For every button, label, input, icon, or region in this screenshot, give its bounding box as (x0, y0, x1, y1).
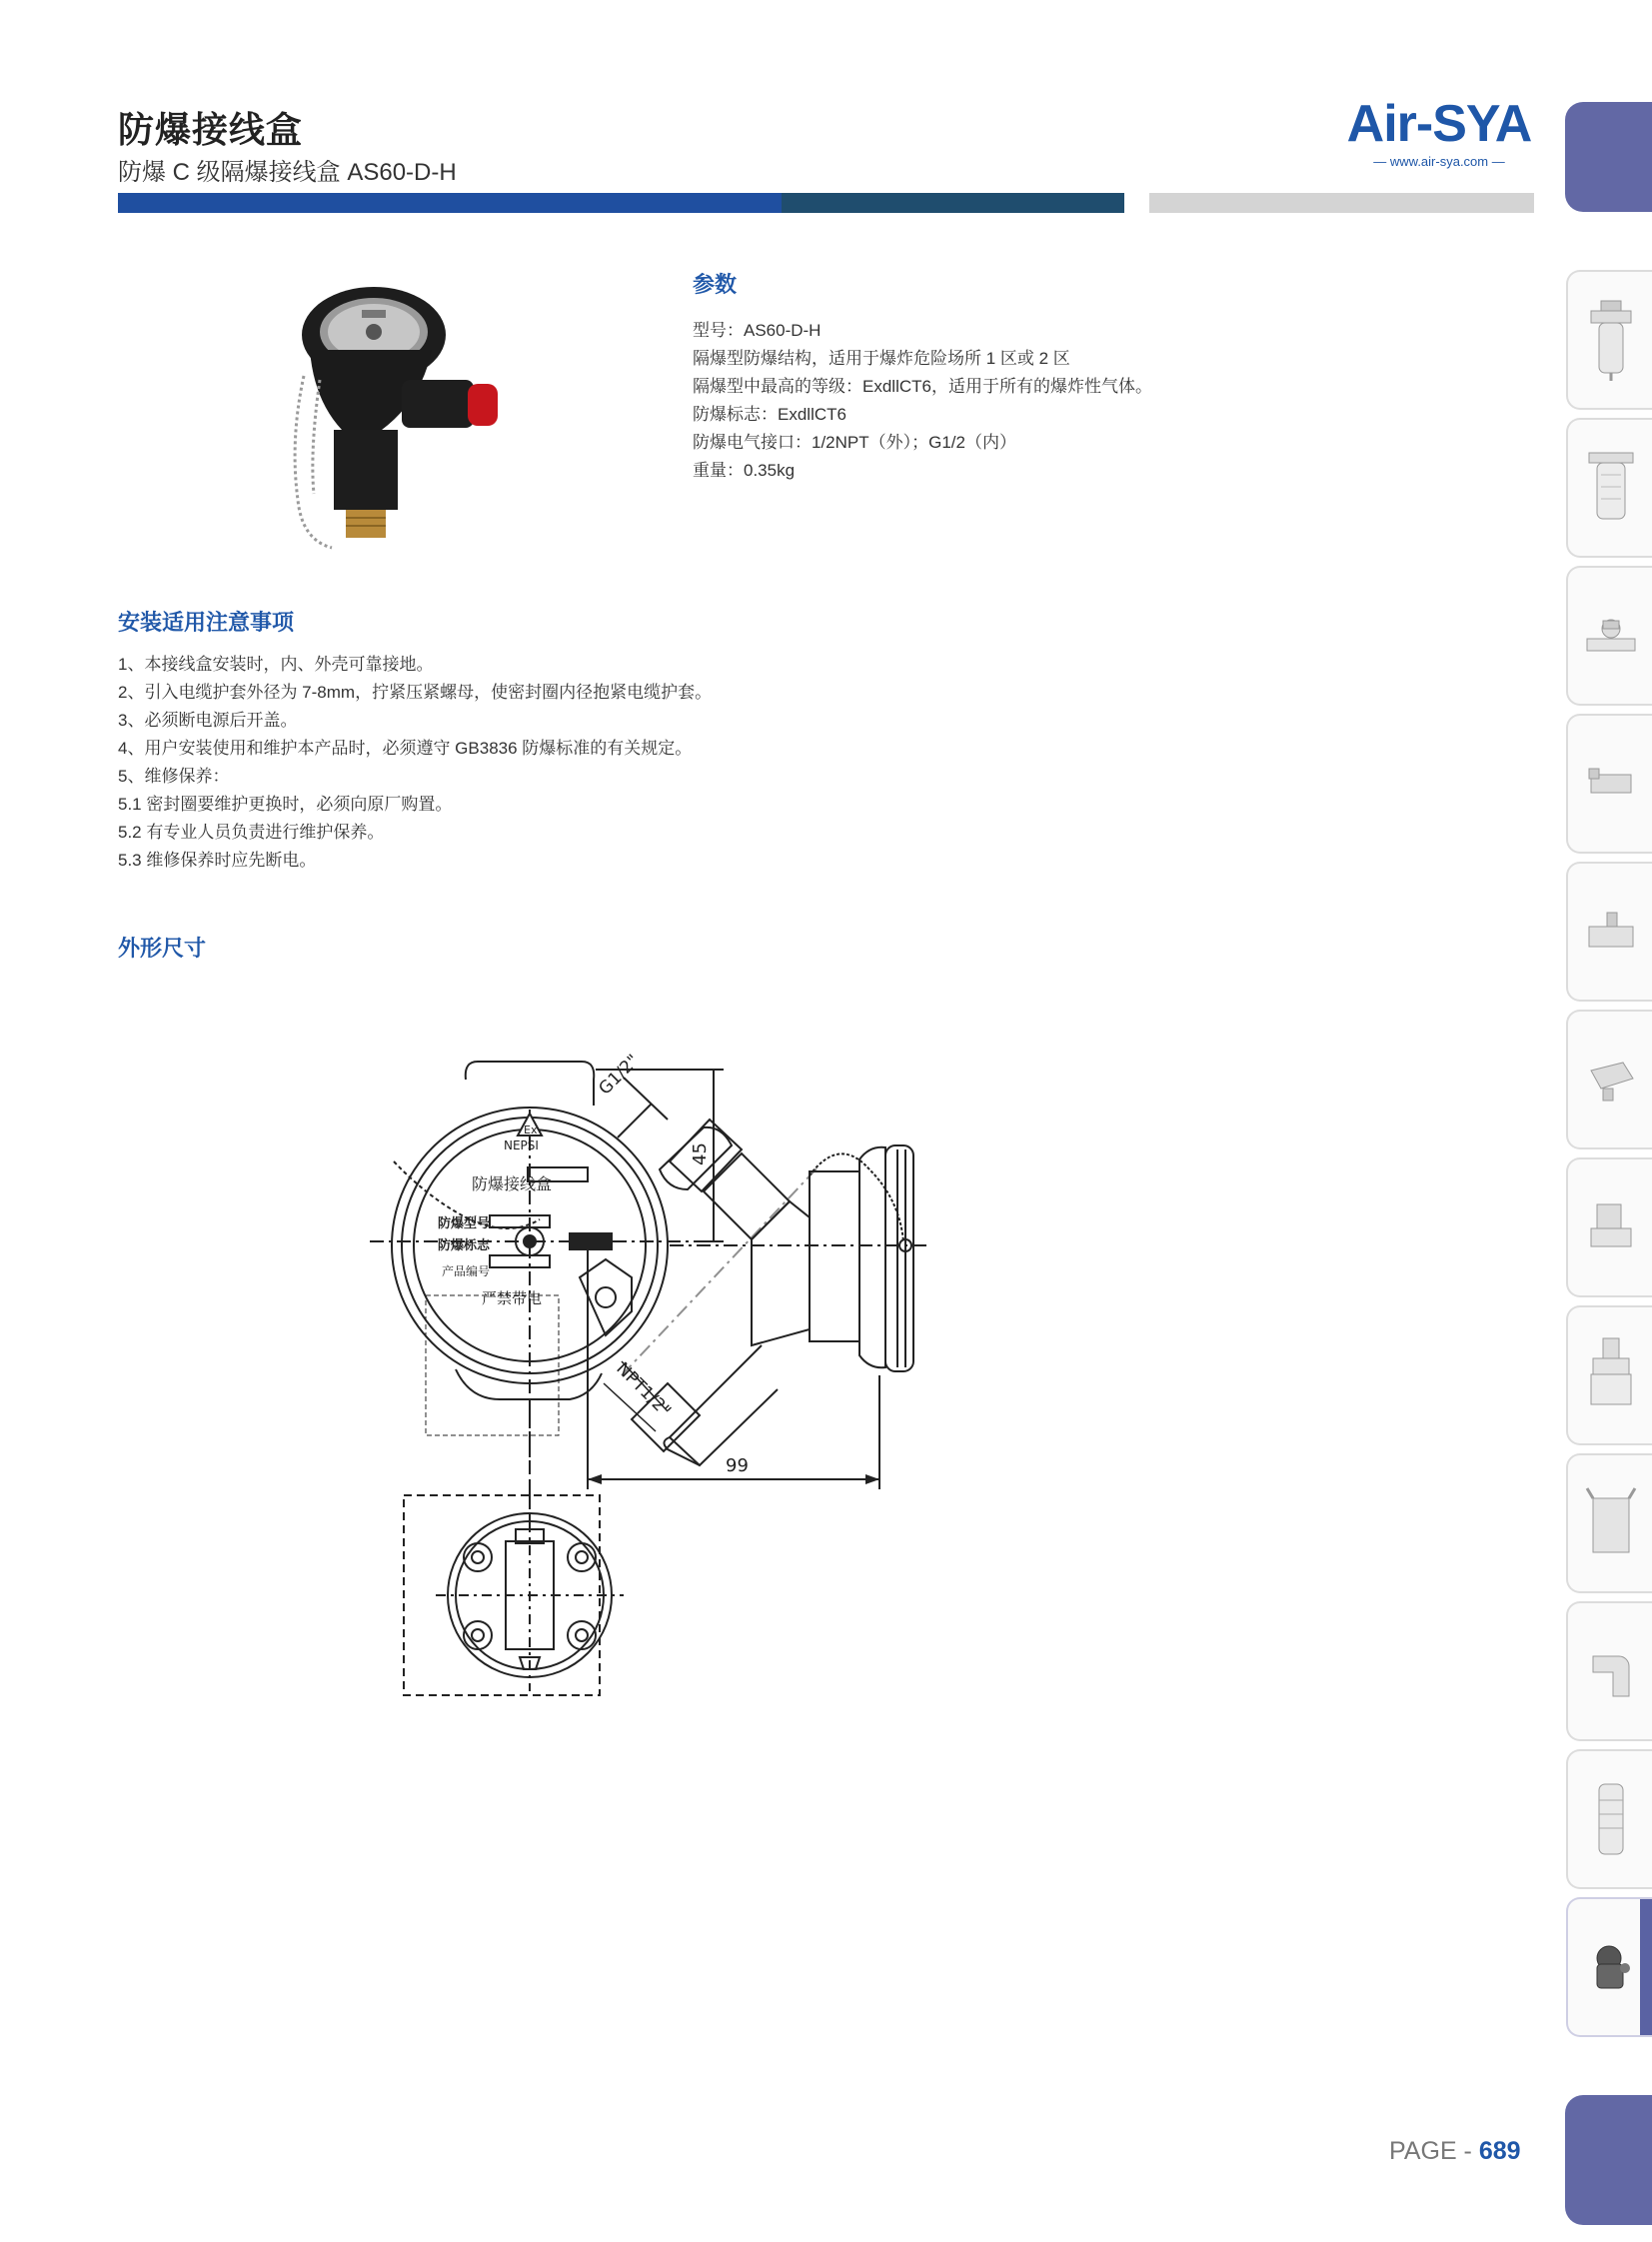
side-tab-bottom[interactable] (1565, 2095, 1652, 2225)
brand-url: — www.air-sya.com — (1373, 154, 1505, 169)
solenoid-icon (1583, 1182, 1639, 1272)
bottom-view (370, 1295, 718, 1709)
pressure-regulator-icon (1583, 591, 1639, 681)
plate-serial: 产品编号 (442, 1264, 491, 1278)
header-bar-teal (782, 193, 1124, 213)
sidebar-item-manifold[interactable] (1566, 1305, 1652, 1445)
filter-icon (1583, 295, 1639, 385)
params-item: 隔爆型中最高的等级：ExdllCT6，适用于所有的爆炸性气体。 (693, 377, 1152, 396)
plate-warning: 严禁带电 (482, 1289, 543, 1307)
params-item: 型号：AS60-D-H (693, 321, 822, 340)
junction-box-icon (1583, 1922, 1639, 2012)
sidebar-item-muffler[interactable] (1566, 1749, 1652, 1889)
notes-item: 2、引入电缆护套外径为 7-8mm，拧紧压紧螺母，使密封圈内径抱紧电缆护套。 (118, 683, 713, 702)
switch-icon (1583, 887, 1639, 977)
page-number: 689 (1478, 2137, 1521, 2165)
header-bar-gray (1149, 193, 1534, 213)
header-bar-blue (118, 193, 782, 213)
sidebar-item-box-valve[interactable] (1566, 1010, 1652, 1149)
sidebar-item-elbow-fitting[interactable] (1566, 1601, 1652, 1741)
page-footer (1389, 2137, 1521, 2166)
sidebar-item-valve[interactable] (1566, 714, 1652, 854)
notes-item: 4、用户安装使用和维护本产品时，必须遵守 GB3836 防爆标准的有关规定。 (118, 739, 693, 758)
params-item: 重量：0.35kg (693, 461, 796, 480)
ex-mark: Ex (524, 1123, 538, 1136)
params-item: 隔爆型防爆结构，适用于爆炸危险场所 1 区或 2 区 (693, 349, 1070, 368)
sidebar-item-solenoid[interactable] (1566, 1157, 1652, 1297)
dim-99-label: 99 (726, 1455, 749, 1476)
params-item: 防爆电气接口：1/2NPT（外）；G1/2（内） (693, 433, 1016, 452)
notes-item: 5.3 维修保养时应先断电。 (118, 851, 317, 870)
dim-45-label: 45 (690, 1142, 711, 1165)
plate-title: 防爆接线盒 (472, 1174, 553, 1193)
notes-item: 5.2 有专业人员负责进行维护保养。 (118, 823, 385, 842)
notes-item: 3、必须断电源后开盖。 (118, 711, 298, 730)
water-separator-icon (1583, 443, 1639, 533)
params-section (693, 268, 1152, 485)
sidebar-item-pressure-regulator[interactable] (1566, 566, 1652, 706)
plate-model: 防爆型号 (438, 1216, 491, 1231)
params-heading: 参数 (693, 272, 738, 297)
elbow-fitting-icon (1583, 1626, 1639, 1716)
manifold-icon (1583, 1330, 1639, 1420)
dimensions-heading: 外形尺寸 (118, 936, 207, 961)
box-valve-icon (1583, 1035, 1639, 1124)
sidebar-item-filter[interactable] (1566, 270, 1652, 410)
sidebar-item-water-separator[interactable] (1566, 418, 1652, 558)
page-label: PAGE - (1389, 2137, 1479, 2165)
sidebar-item-junction-box[interactable] (1566, 1897, 1652, 2037)
page-subtitle: 防爆 C 级隔爆接线盒 AS60-D-H (118, 159, 457, 186)
notes-heading: 安装适用注意事项 (118, 610, 295, 635)
notes-item: 1、本接线盒安装时，内、外壳可靠接地。 (118, 655, 434, 674)
dimension-drawing (370, 1050, 1289, 1709)
params-item: 防爆标志：ExdllCT6 (693, 405, 846, 424)
notes-item: 5、维修保养： (118, 767, 230, 786)
thread-top-label: G1/2" (595, 1051, 644, 1100)
thread-bottom-label: NPT1/2" (612, 1358, 676, 1421)
page-title: 防爆接线盒 (118, 109, 304, 150)
sidebar-item-bracket[interactable] (1566, 1453, 1652, 1593)
notes-item: 5.1 密封圈要维护更换时，必须向原厂购置。 (118, 795, 453, 814)
brand-name: Air-SYA (1346, 95, 1532, 153)
sidebar-item-switch[interactable] (1566, 862, 1652, 1002)
bracket-icon (1583, 1478, 1639, 1568)
bottom-plan-drawing (370, 1399, 624, 1695)
plate-mark: 防爆标志 (438, 1238, 491, 1253)
side-view (588, 1051, 929, 1489)
notes-list (118, 651, 712, 875)
notes-section (118, 606, 712, 875)
valve-icon (1583, 739, 1639, 829)
brand-logo (1339, 96, 1539, 169)
muffler-icon (1583, 1774, 1639, 1864)
params-list (693, 317, 1152, 485)
side-tab-top[interactable] (1565, 102, 1652, 212)
nepsi-mark: NEPSI (504, 1138, 539, 1152)
product-photo (262, 280, 532, 575)
